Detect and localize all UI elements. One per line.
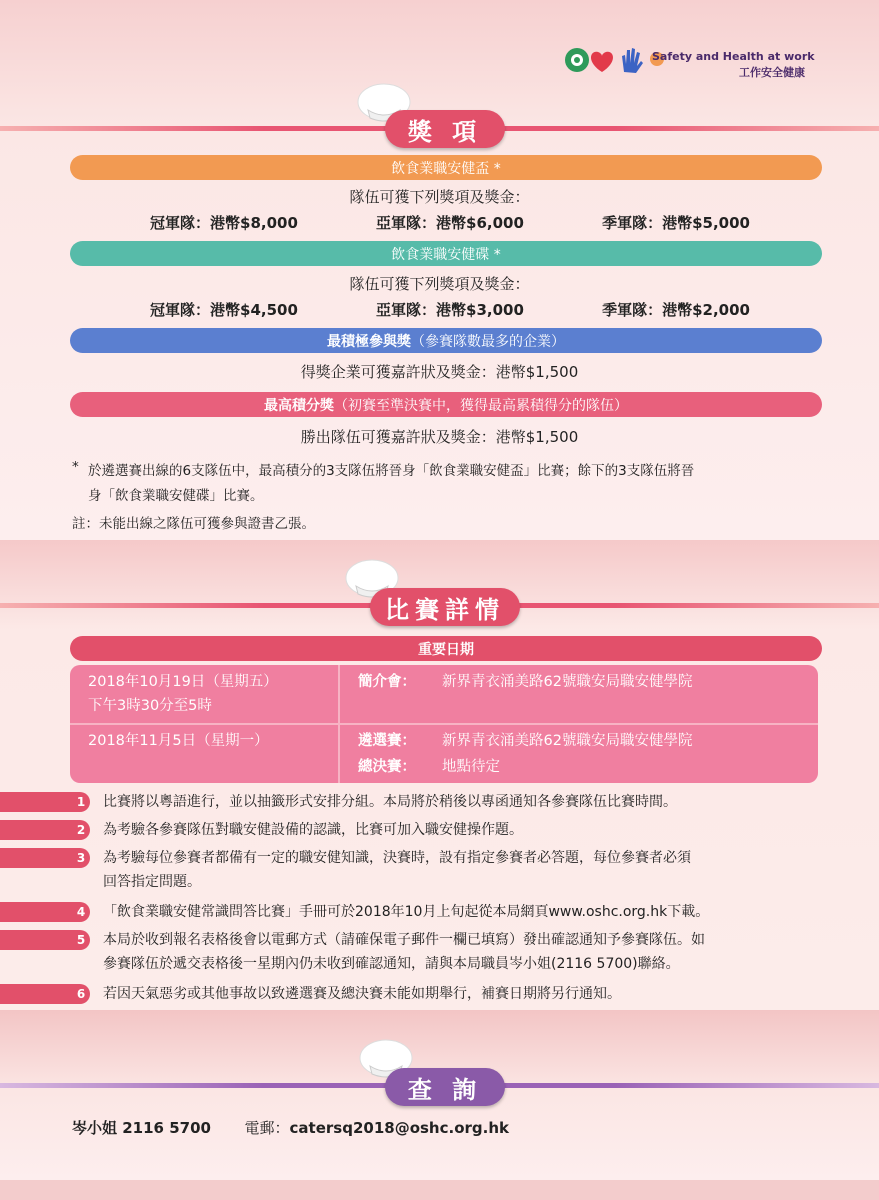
cup-prizes bbox=[150, 212, 750, 233]
dates-row-divider bbox=[70, 723, 818, 725]
final-label: 總決賽： bbox=[358, 759, 416, 775]
cup-prize-champion: 冠軍隊：港幣$8,000 bbox=[150, 214, 298, 232]
plate-prizes bbox=[150, 299, 750, 320]
plate-prize-runnerup: 亞軍隊：港幣$3,000 bbox=[376, 301, 524, 319]
plate-title-bar: 飲食業職安健碟 * bbox=[70, 241, 822, 266]
participation-title-note: （參賽隊數最多的企業） bbox=[411, 333, 565, 350]
footnote-line-2: 身「飲食業職安健碟」比賽。 bbox=[88, 488, 264, 504]
list-item: 為考驗每位參賽者都備有一定的職安健知識，決賽時，設有指定參賽者必答題，每位參賽者必須 bbox=[103, 850, 691, 866]
score-title-note: （初賽至準決賽中，獲得最高累積得分的隊伍） bbox=[334, 397, 628, 414]
remark: 註：未能出線之隊伍可獲參與證書乙張。 bbox=[72, 516, 315, 532]
item-number: 4 bbox=[0, 902, 90, 922]
dates-title: 重要日期 bbox=[418, 641, 474, 658]
qualifier-date: 2018年11月5日（星期一） bbox=[88, 733, 269, 749]
score-title: 最高積分獎 bbox=[264, 397, 334, 414]
score-title-bar bbox=[70, 392, 822, 417]
item-number: 3 bbox=[0, 848, 90, 868]
cup-subtitle: 隊伍可獲下列獎項及獎金： bbox=[349, 188, 530, 206]
item-number: 6 bbox=[0, 984, 90, 1004]
logo-text-en: Safety and Health at work bbox=[652, 50, 815, 63]
briefing-place: 新界青衣涌美路62號職安局職安健學院 bbox=[442, 674, 693, 690]
participation-title: 最積極參與獎 bbox=[327, 333, 411, 350]
participation-text: 得獎企業可獲嘉許狀及獎金：港幣$1,500 bbox=[300, 363, 579, 381]
contact-person: 岑小姐 2116 5700 bbox=[72, 1119, 211, 1137]
score-text: 勝出隊伍可獲嘉許狀及獎金：港幣$1,500 bbox=[300, 428, 579, 446]
list-item-cont: 回答指定問題。 bbox=[103, 874, 201, 890]
list-item: 「飲食業職安健常識問答比賽」手冊可於2018年10月上旬起從本局網頁www.oshc.org.hk下載。 bbox=[103, 904, 710, 920]
enquiry-heading: 查 詢 bbox=[385, 1068, 505, 1106]
contact-line bbox=[72, 1117, 509, 1138]
list-item-cont: 參賽隊伍於遞交表格後一星期內仍未收到確認通知，請與本局職員岑小姐(2116 5700)聯絡。 bbox=[103, 956, 680, 972]
footnote-star: * bbox=[72, 459, 79, 475]
plate-prize-champion: 冠軍隊：港幣$4,500 bbox=[150, 301, 298, 319]
plate-prize-third: 季軍隊：港幣$2,000 bbox=[602, 301, 750, 319]
item-number: 1 bbox=[0, 792, 90, 812]
item-number: 5 bbox=[0, 930, 90, 950]
list-item: 若因天氣惡劣或其他事故以致遴選賽及總決賽未能如期舉行，補賽日期將另行通知。 bbox=[103, 986, 621, 1002]
email-address[interactable]: catersq2018@oshc.org.hk bbox=[289, 1119, 509, 1137]
final-place: 地點待定 bbox=[442, 759, 500, 775]
cup-title-bar: 飲食業職安健盃 * bbox=[70, 155, 822, 180]
cup-prize-runnerup: 亞軍隊：港幣$6,000 bbox=[376, 214, 524, 232]
briefing-date: 2018年10月19日（星期五） bbox=[88, 674, 278, 690]
header-logo bbox=[564, 44, 834, 80]
dates-col-divider bbox=[338, 665, 340, 783]
qualifier-label: 遴選賽： bbox=[358, 733, 416, 749]
participation-title-bar bbox=[70, 328, 822, 353]
briefing-label: 簡介會： bbox=[358, 674, 416, 690]
plate-subtitle: 隊伍可獲下列獎項及獎金： bbox=[349, 275, 530, 293]
email-label: 電郵： bbox=[244, 1119, 290, 1137]
list-item: 比賽將以粵語進行，並以抽籤形式安排分組。本局將於稍後以專函通知各參賽隊伍比賽時間。 bbox=[103, 794, 677, 810]
cup-prize-third: 季軍隊：港幣$5,000 bbox=[602, 214, 750, 232]
footnote-line-1: 於遴選賽出線的6支隊伍中，最高積分的3支隊伍將晉身「飲食業職安健盃」比賽；餘下的3支隊伍將晉 bbox=[88, 463, 695, 479]
qualifier-place: 新界青衣涌美路62號職安局職安健學院 bbox=[442, 733, 693, 749]
item-number: 2 bbox=[0, 820, 90, 840]
list-item: 本局於收到報名表格後會以電郵方式（請確保電子郵件一欄已填寫）發出確認通知予參賽隊伍。如 bbox=[103, 932, 705, 948]
dates-title-bar bbox=[70, 636, 822, 661]
logo-icons bbox=[564, 46, 650, 76]
logo-text-zh: 工作安全健康 bbox=[739, 66, 805, 79]
list-item: 為考驗各參賽隊伍對職安健設備的認識，比賽可加入職安健操作題。 bbox=[103, 822, 523, 838]
awards-heading: 獎 項 bbox=[385, 110, 505, 148]
details-heading: 比賽詳情 bbox=[370, 588, 520, 626]
briefing-time: 下午3時30分至5時 bbox=[88, 698, 212, 714]
